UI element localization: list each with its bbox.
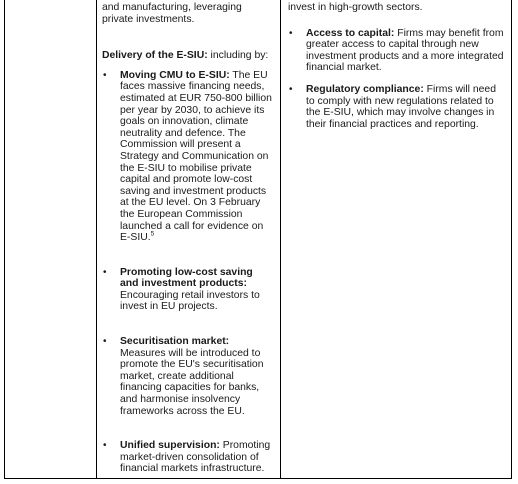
list-item-body: Firms will need to comply with new regulations related to the E-SIU, which may involve changes in their financial practices and reporting. <box>306 83 496 130</box>
list-item-body: Encouraging retail investors to invest in EU projects. <box>120 289 260 313</box>
top-fragment-line-2: private investments. <box>102 13 195 25</box>
column-divider-2 <box>280 0 281 479</box>
top-fragment <box>102 2 274 25</box>
list-item <box>102 336 274 417</box>
bullet-icon: • <box>103 266 107 278</box>
list-item <box>102 440 274 475</box>
list-item <box>288 28 506 74</box>
table-border-right <box>511 0 512 479</box>
left-column <box>102 0 274 475</box>
table-border-left <box>4 0 5 479</box>
bullet-icon: • <box>289 27 293 39</box>
list-item-title: Moving CMU to E-SIU: <box>120 69 230 81</box>
right-top-fragment: invest in high-growth sectors. <box>288 2 423 13</box>
table-border-bottom <box>4 478 512 479</box>
bullet-icon: • <box>103 440 107 452</box>
bullet-icon: • <box>103 69 107 81</box>
footnote-marker: 5 <box>150 230 155 238</box>
section-heading <box>102 50 274 62</box>
list-item-body: Firms may benefit from greater access to capital through new investment products and a more integrated financial market. <box>306 27 504 74</box>
impact-list <box>288 28 506 131</box>
list-item <box>102 70 274 244</box>
list-item-title: Access to capital: <box>306 27 395 39</box>
list-item <box>288 84 506 130</box>
top-fragment-line-1: and manufacturing, leveraging <box>102 2 242 13</box>
section-heading-title: Delivery of the E-SIU: <box>102 50 208 62</box>
list-item-body: Promoting market-driven consolidation of financial markets infrastructure. <box>120 440 271 475</box>
list-item-title: Unified supervision: <box>120 440 220 452</box>
section-heading-suffix: including by: <box>207 50 269 62</box>
delivery-list <box>102 70 274 475</box>
list-item <box>102 267 274 313</box>
list-item-title: Securitisation market: <box>120 336 230 348</box>
list-item-body: The EU faces massive financing needs, estimated at EUR 750-800 billion per year by 2030, to achieve its goals on innovation, climate neutrality and defence. The Commission will present a Strategy and Communication on the E-SIU to mobilise private capital and promote low-cost saving and investment products at the EU level. On 3 February the European Commission launched a call for evidence on E-SIU. <box>120 69 272 244</box>
list-item-title: Regulatory compliance: <box>306 83 424 95</box>
column-divider-1 <box>96 0 97 479</box>
list-item-title: Promoting low-cost saving and investment products: <box>120 266 253 290</box>
list-item-body: Measures will be introduced to promote the EU's securitisation market, create additional financing capacities for banks, and harmonise insolvency frameworks across the EU. <box>120 347 264 417</box>
right-column <box>288 0 506 130</box>
bullet-icon: • <box>103 336 107 348</box>
bullet-icon: • <box>289 83 293 95</box>
